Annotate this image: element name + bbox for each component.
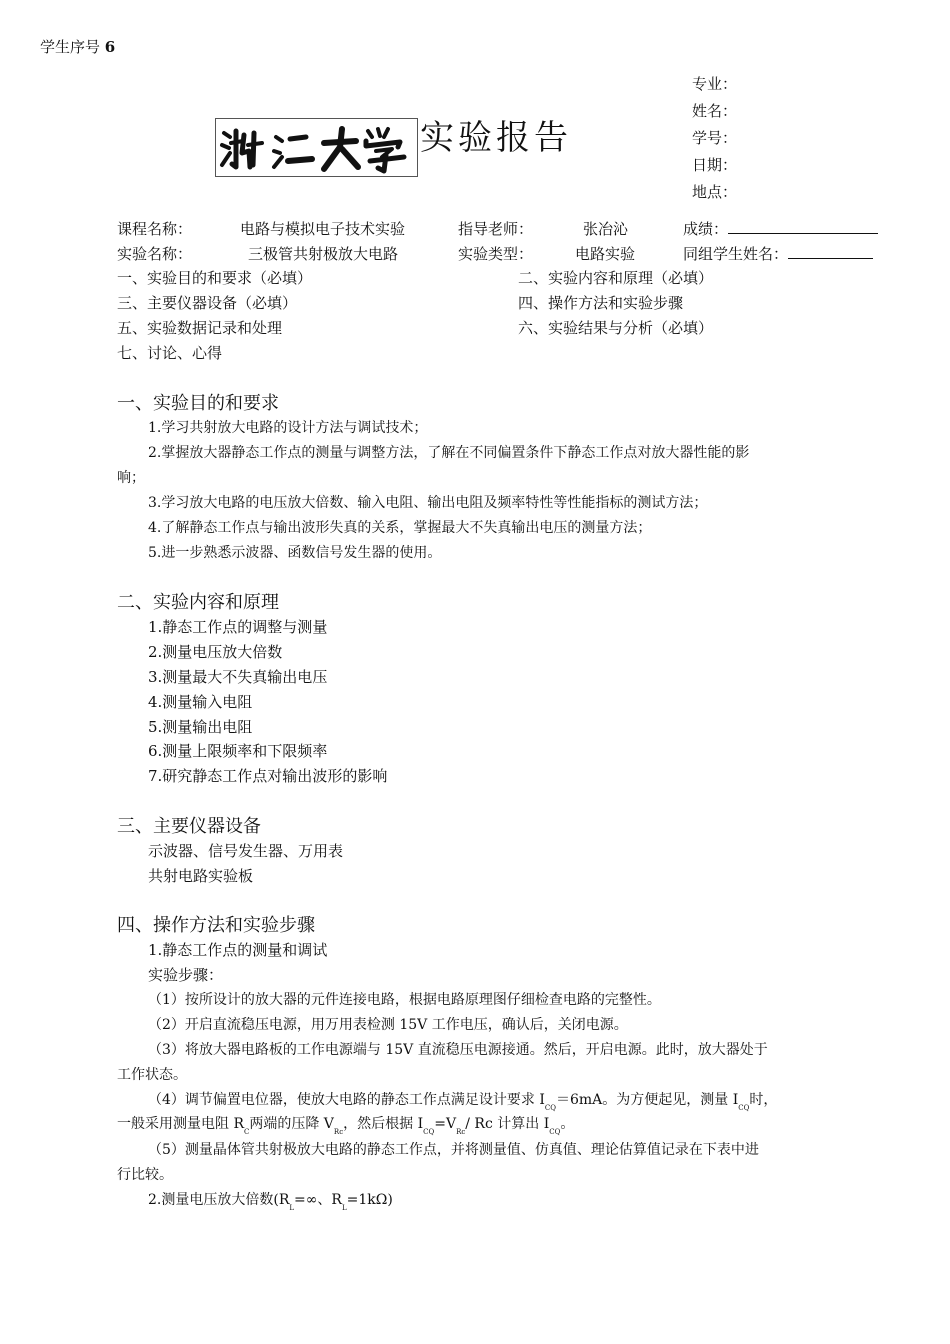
subscript: CQ — [738, 1104, 750, 1112]
paragraph — [117, 1113, 574, 1136]
calligraphy-logo-icon — [216, 119, 418, 177]
text-run: 一般采用测量电阻 R — [117, 1116, 244, 1132]
group-field — [683, 243, 873, 264]
subscript: L — [289, 1204, 295, 1212]
teacher-value: 张冶沁 — [583, 220, 629, 238]
text-run: 时， — [749, 1092, 778, 1108]
subscript: C — [244, 1128, 250, 1136]
text-run: / Rc 计算出 I — [465, 1116, 550, 1132]
paragraph: （2）开启直流稳压电源，用万用表检测 15V 工作电压，确认后，关闭电源。 — [148, 1017, 628, 1033]
group-blank — [788, 244, 873, 259]
course-label: 课程名称： — [117, 220, 193, 238]
grade-label: 成绩： — [683, 220, 729, 238]
list-item: 2.测量电压放大倍数 — [148, 643, 283, 661]
list-item: 响； — [117, 470, 145, 486]
subscript: L — [341, 1204, 347, 1212]
text-run: 。 — [560, 1116, 575, 1132]
text-run: ，然后根据 I — [343, 1116, 424, 1132]
meta-name-label: 姓名： — [692, 102, 738, 120]
section1-heading: 一、实验目的和要求 — [117, 393, 279, 414]
paragraph: 行比较。 — [117, 1167, 173, 1183]
toc-item: 一、实验目的和要求（必填） — [117, 269, 313, 287]
subscript: Rc — [456, 1128, 466, 1136]
meta-location-label: 地点： — [692, 183, 738, 201]
report-title: 实验报告 — [420, 118, 572, 158]
section4-heading: 四、操作方法和实验步骤 — [117, 915, 315, 936]
list-item: 4.了解静态工作点与输出波形失真的关系，掌握最大不失真输出电压的测量方法； — [148, 520, 652, 536]
exp-name-label: 实验名称： — [117, 245, 193, 263]
teacher-label: 指导老师： — [458, 220, 534, 238]
toc-item: 六、实验结果与分析（必填） — [518, 319, 714, 337]
subsection-title: 1.静态工作点的测量和调试 — [148, 941, 328, 959]
student-seq-label: 学生序号 — [40, 38, 101, 56]
paragraph: 工作状态。 — [117, 1067, 187, 1083]
paragraph — [148, 1089, 777, 1112]
list-item: 5.进一步熟悉示波器、函数信号发生器的使用。 — [148, 545, 442, 561]
toc-item: 四、操作方法和实验步骤 — [518, 294, 684, 312]
paragraph: （1）按所设计的放大器的元件连接电路，根据电路原理图仔细检查电路的完整性。 — [148, 992, 661, 1008]
list-item: 2.掌握放大器静态工作点的测量与调整方法，了解在不同偏置条件下静态工作点对放大器性能的影 — [148, 445, 750, 461]
group-label: 同组学生姓名： — [683, 245, 789, 263]
text-run: ＝6mA。为方便起见，测量 I — [556, 1092, 739, 1108]
toc-item: 七、讨论、心得 — [117, 344, 223, 362]
text-run: （4）调节偏置电位器，使放大电路的静态工作点满足设计要求 I — [148, 1092, 545, 1108]
text-run: =V — [434, 1116, 457, 1132]
toc-item: 五、实验数据记录和处理 — [117, 319, 283, 337]
grade-field — [683, 218, 878, 239]
toc-item: 二、实验内容和原理（必填） — [518, 269, 714, 287]
text-run: =1kΩ) — [346, 1192, 393, 1208]
subscript: CQ — [544, 1104, 556, 1112]
exp-type-value: 电路实验 — [575, 245, 636, 263]
list-item: 共射电路实验板 — [148, 867, 254, 885]
toc-item: 三、主要仪器设备（必填） — [117, 294, 298, 312]
subsection-title — [148, 1189, 393, 1212]
text-run: 2.测量电压放大倍数(R — [148, 1192, 290, 1208]
subscript: CQ — [549, 1128, 561, 1136]
list-item: 4.测量输入电阻 — [148, 693, 253, 711]
university-logo — [215, 118, 418, 177]
list-item: 1.静态工作点的调整与测量 — [148, 618, 328, 636]
section3-heading: 三、主要仪器设备 — [117, 816, 261, 837]
list-item: 6.测量上限频率和下限频率 — [148, 742, 328, 760]
grade-blank — [728, 219, 878, 234]
list-item: 7.研究静态工作点对输出波形的影响 — [148, 767, 388, 785]
text-run: 两端的压降 V — [249, 1116, 334, 1132]
exp-type-label: 实验类型： — [458, 245, 534, 263]
student-seq — [40, 36, 115, 57]
list-item: 5.测量输出电阻 — [148, 718, 253, 736]
list-item: 示波器、信号发生器、万用表 — [148, 842, 344, 860]
exp-name-value: 三极管共射极放大电路 — [248, 245, 399, 263]
list-item: 3.测量最大不失真输出电压 — [148, 668, 328, 686]
student-seq-value: 6 — [104, 38, 116, 56]
course-value: 电路与模拟电子技术实验 — [240, 220, 406, 238]
text-run: =∞、R — [294, 1192, 342, 1208]
list-item: 1.学习共射放大电路的设计方法与调试技术； — [148, 420, 428, 436]
list-item: 3.学习放大电路的电压放大倍数、输入电阻、输出电阻及频率特性等性能指标的测试方法； — [148, 495, 708, 511]
paragraph: （3）将放大器电路板的工作电源端与 15V 直流稳压电源接通。然后，开启电源。此时，放大器处于 — [148, 1042, 768, 1058]
paragraph: （5）测量晶体管共射极放大电路的静态工作点，并将测量值、仿真值、理论估算值记录在下表中进 — [148, 1142, 759, 1158]
meta-id-label: 学号： — [692, 129, 738, 147]
meta-date-label: 日期： — [692, 156, 738, 174]
steps-label: 实验步骤： — [148, 966, 224, 984]
section2-heading: 二、实验内容和原理 — [117, 592, 279, 613]
meta-major-label: 专业： — [692, 75, 738, 93]
subscript: CQ — [423, 1128, 435, 1136]
subscript: Rc — [333, 1128, 344, 1136]
